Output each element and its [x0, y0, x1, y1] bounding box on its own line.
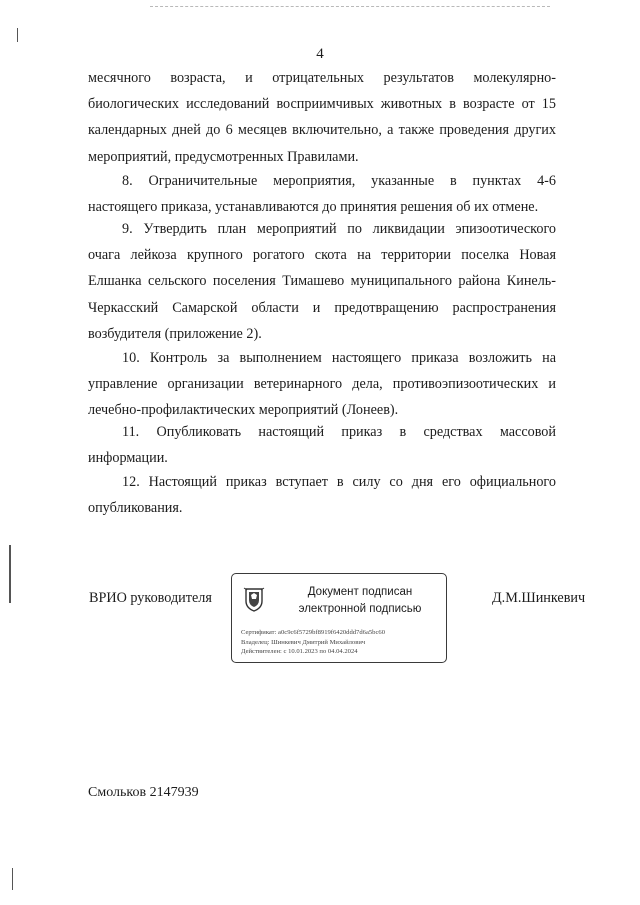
executor-note: Смольков 2147939 [88, 785, 199, 800]
paragraph-item-8 [88, 168, 556, 220]
text-line: календарных дней до 6 месяцев включительно, а также проведения других [88, 122, 556, 139]
text-line: лечебно-профилактических мероприятий (Лонеев). [88, 402, 399, 419]
electronic-signature-stamp [231, 573, 447, 663]
stamp-title-line: Документ подписан [307, 586, 413, 598]
paragraph-item-9 [88, 216, 556, 347]
text-line: Елшанка сельского поселения Тимашево муниципального района Кинель- [88, 273, 556, 290]
stamp-certificate-details [241, 628, 441, 657]
text-line: Черкасский Самарской области и предотвращению распространения [88, 299, 556, 316]
signatory-position: ВРИО руководителя [89, 590, 212, 606]
margin-mark-bottom [12, 868, 13, 890]
scan-edge-line [150, 6, 550, 7]
text-line: возбудителя (приложение 2). [88, 325, 262, 342]
signatory-name: Д.М.Шинкевич [492, 590, 586, 606]
text-line: мероприятий, предусмотренных Правилами. [88, 148, 359, 165]
text-line: настоящего приказа, устанавливаются до принятия решения об их отмене. [88, 199, 539, 216]
stamp-certificate: Сертификат: a0c9c6f5729bf8919f6420ddd7d6a5bc60 [241, 629, 385, 636]
text-line: биологических исследований восприимчивых животных в возрасте от 15 [88, 96, 556, 113]
paragraph-item-10 [88, 345, 556, 424]
text-line: очага лейкоза крупного рогатого скота на территории поселка Новая [88, 247, 556, 264]
stamp-validity: Действителен: с 10.01.2023 по 04.04.2024 [241, 648, 358, 656]
text-line: 12. Настоящий приказ вступает в силу со дня его официального [122, 474, 556, 490]
text-line: 9. Утвердить план мероприятий по ликвидации эпизоотического [122, 221, 556, 237]
margin-mark-top [17, 28, 18, 42]
coat-of-arms-icon [243, 586, 265, 612]
stamp-title-line: электронной подписью [298, 603, 422, 615]
stamp-owner: Владелец: Шинкевич Дмитрий Михайлович [241, 638, 366, 646]
paragraph-item-12 [88, 469, 556, 521]
paragraph-continuation [88, 65, 556, 170]
paragraph-item-11 [88, 419, 556, 471]
text-line: информации. [88, 450, 168, 467]
stamp-title [276, 584, 444, 618]
text-line: 8. Ограничительные мероприятия, указанные в пунктах 4-6 [122, 173, 556, 189]
text-line: 10. Контроль за выполнением настоящего приказа возложить на [122, 350, 556, 366]
text-line: месячного возраста, и отрицательных результатов молекулярно- [88, 70, 556, 86]
text-line: 11. Опубликовать настоящий приказ в средствах массовой [122, 424, 556, 440]
margin-mark-left [9, 545, 11, 603]
text-line: управление организации ветеринарного дела, противоэпизоотических и [88, 376, 556, 393]
page-number: 4 [316, 46, 324, 62]
text-line: опубликования. [88, 500, 183, 517]
